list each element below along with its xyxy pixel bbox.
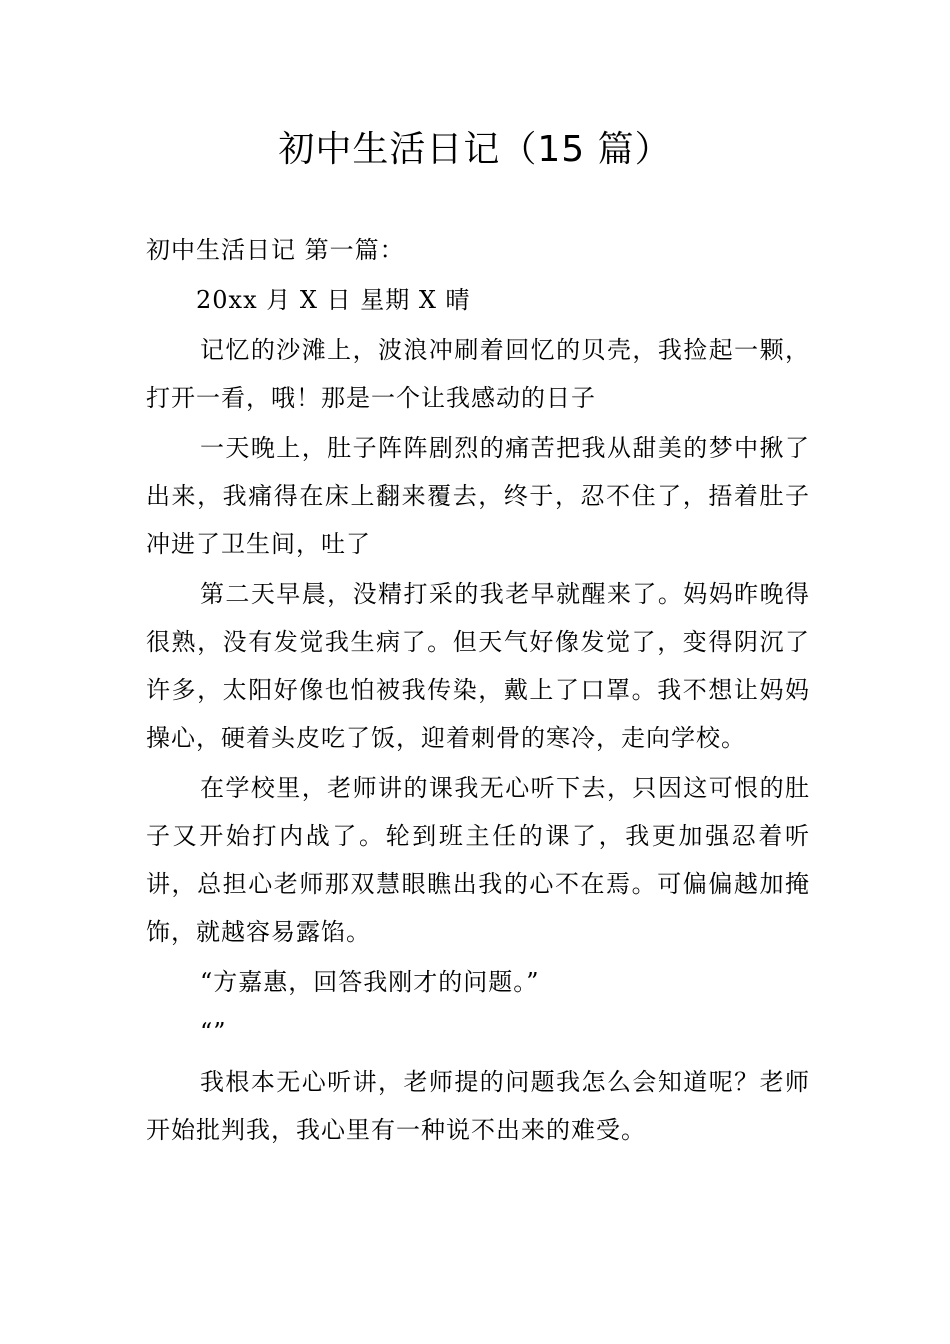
paragraph: 我根本无心听讲，老师提的问题我怎么会知道呢？老师开始批判我，我心里有一种说不出来的难受。: [146, 1068, 810, 1144]
date-line: 20xx 月 X 日 星期 X 晴: [196, 286, 471, 314]
paragraph: 一天晚上，肚子阵阵剧烈的痛苦把我从甜美的梦中揪了出来，我痛得在床上翻来覆去，终于，忍不住了，捂着肚子冲进了卫生间，吐了: [146, 434, 810, 558]
section-heading: 初中生活日记 第一篇：: [146, 236, 405, 264]
document-title: 初中生活日记（15 篇）: [278, 129, 672, 170]
dialogue-line: “”: [200, 1018, 227, 1046]
dialogue-line: “方嘉惠，回答我刚才的问题。”: [200, 968, 540, 996]
paragraph: 在学校里，老师讲的课我无心听下去，只因这可恨的肚子又开始打内战了。轮到班主任的课了，我更加强忍着听讲，总担心老师那双慧眼瞧出我的心不在焉。可偏偏越加掩饰，就越容易露馅。: [146, 774, 810, 946]
document-body: [146, 226, 810, 1156]
paragraph: 第二天早晨，没精打采的我老早就醒来了。妈妈昨晚得很熟，没有发觉我生病了。但天气好像发觉了，变得阴沉了许多，太阳好像也怕被我传染，戴上了口罩。我不想让妈妈操心，硬着头皮吃了饭，迎着刺骨的寒冷，走向学校。: [146, 580, 810, 752]
paragraph: 记忆的沙滩上，波浪冲刷着回忆的贝壳，我捡起一颗，打开一看，哦！那是一个让我感动的日子: [146, 336, 810, 412]
